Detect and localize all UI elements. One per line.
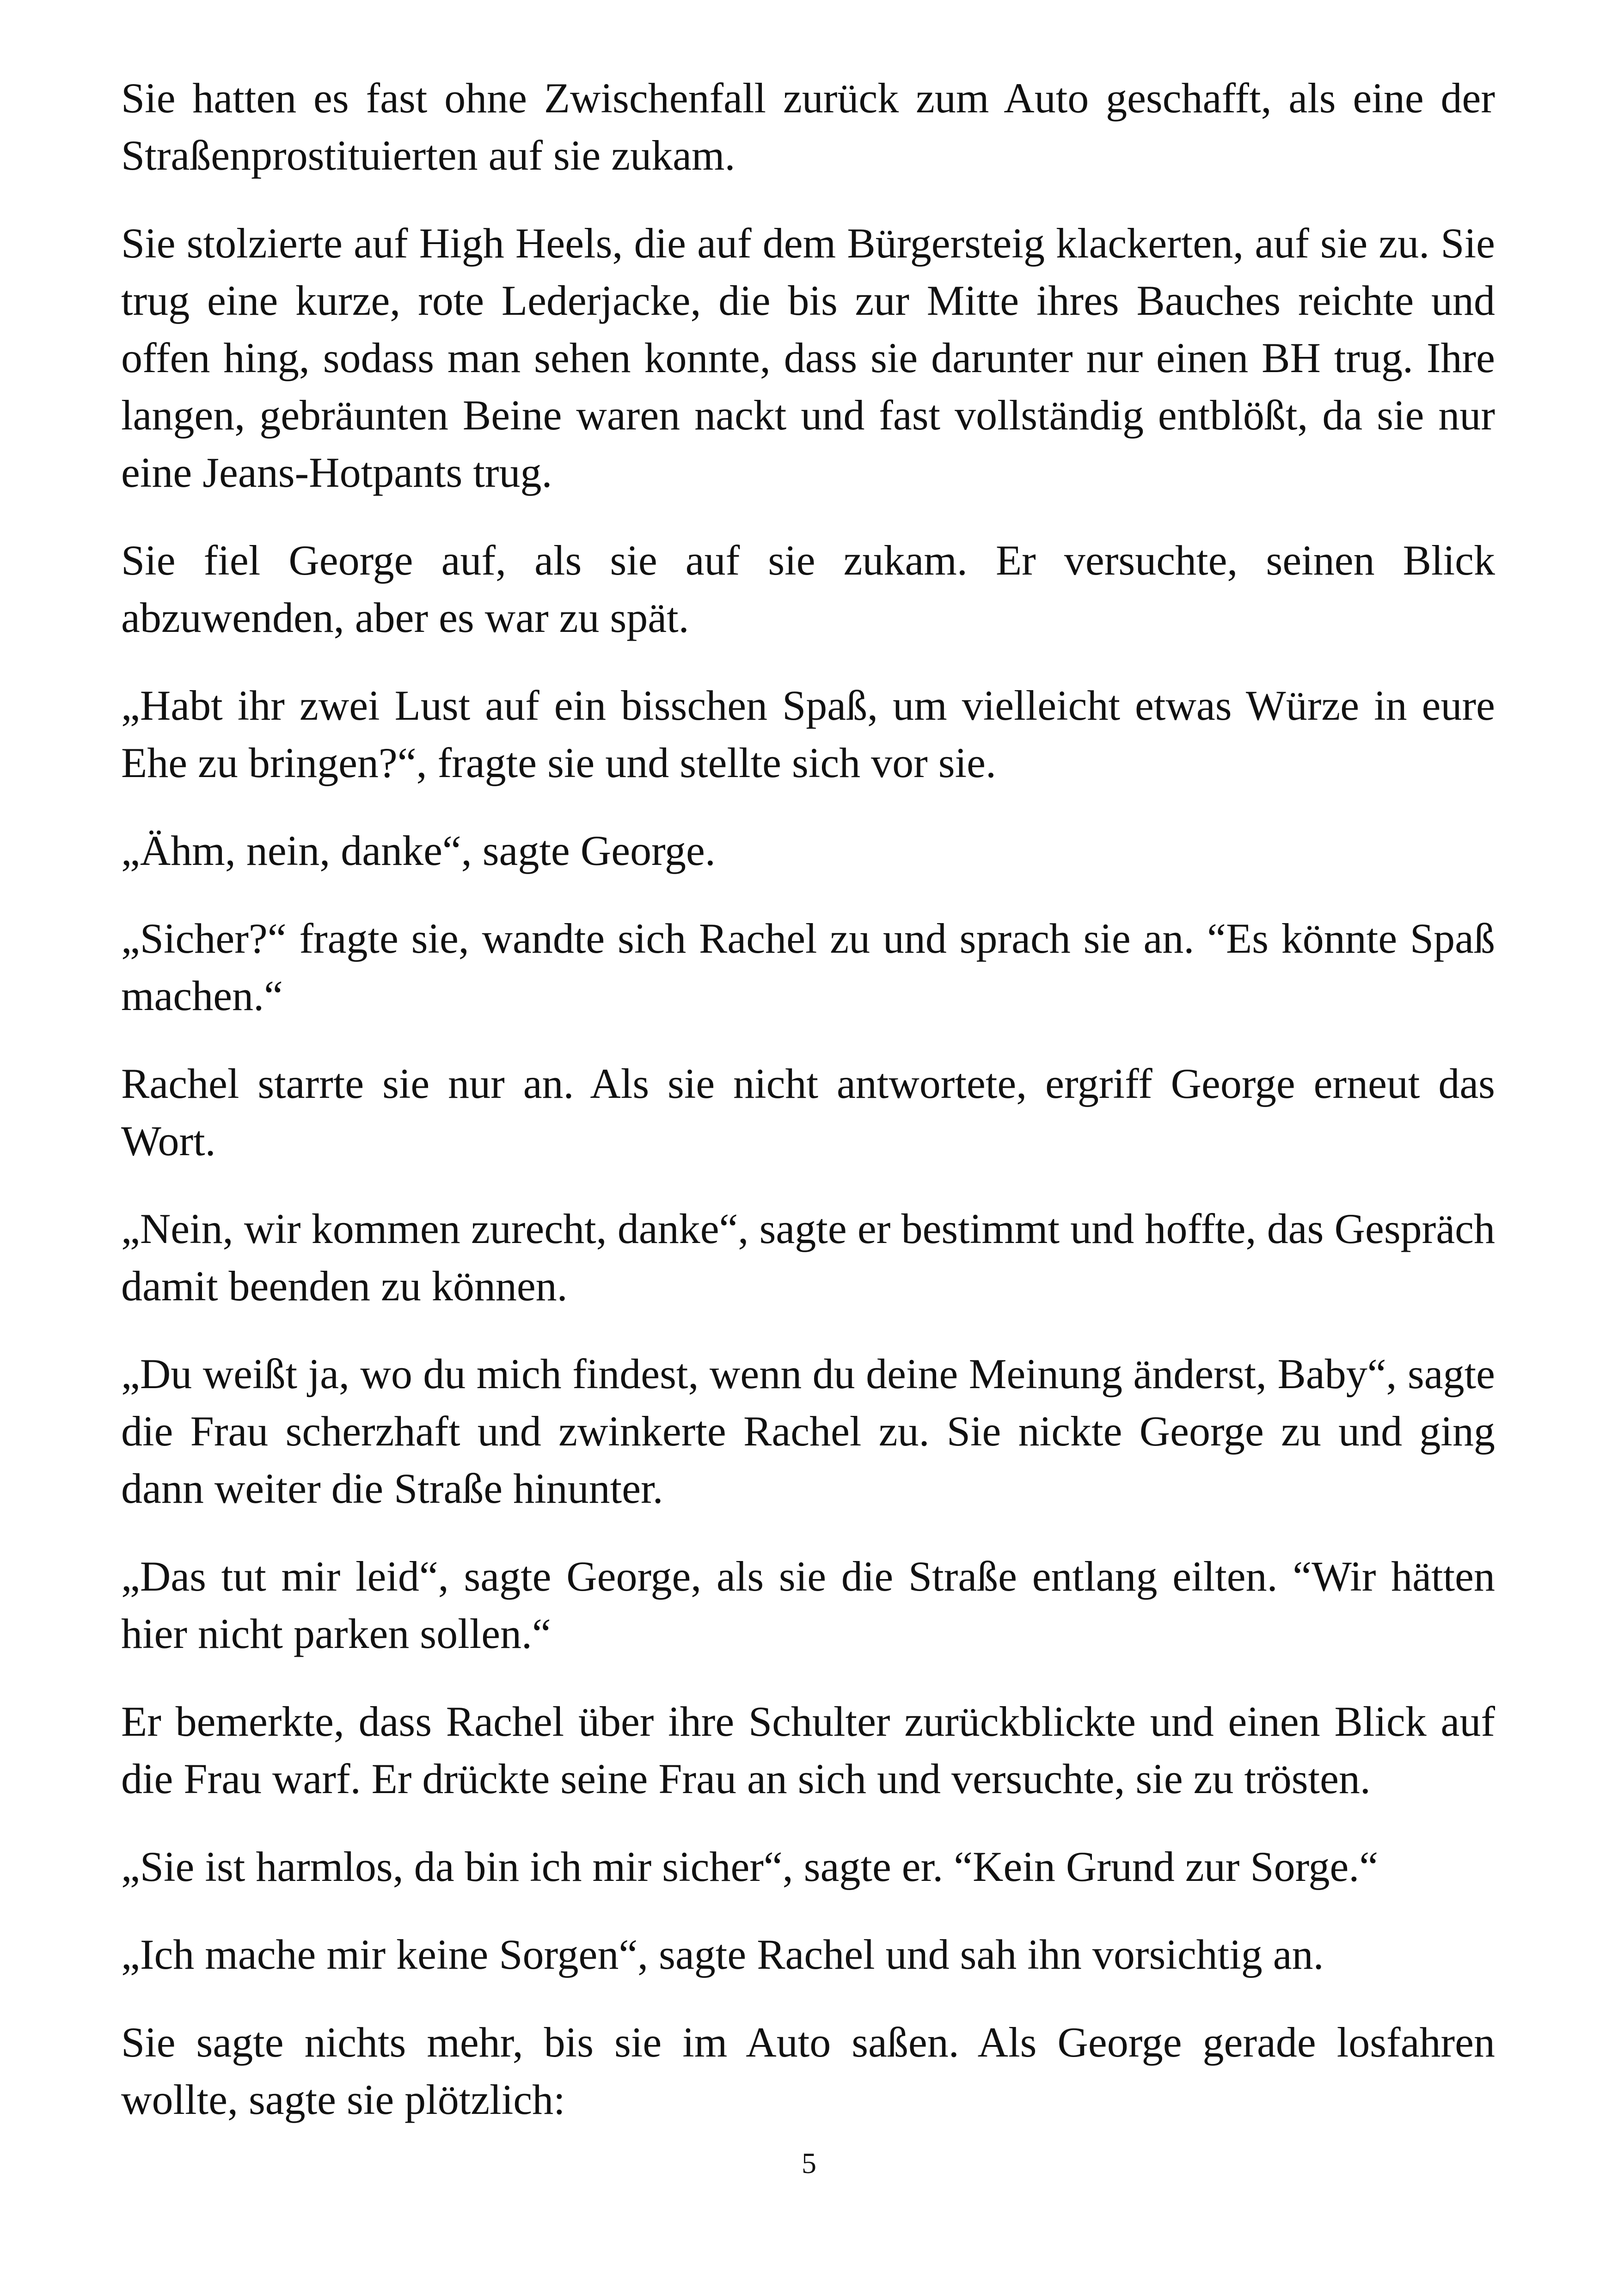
page-number: 5	[802, 2147, 816, 2180]
paragraph-4: „Habt ihr zwei Lust auf ein bisschen Spaß, um vielleicht etwas Würze in eure Ehe zu bringen?“, fragte sie und stellte sich vor sie.	[121, 682, 1495, 786]
paragraph-8: „Nein, wir kommen zurecht, danke“, sagte er bestimmt und hoffte, das Gespräch damit beenden zu können.	[121, 1205, 1495, 1310]
paragraph-3: Sie fiel George auf, als sie auf sie zukam. Er versuchte, seinen Blick abzuwenden, aber es war zu spät.	[121, 537, 1495, 641]
paragraph-10: „Das tut mir leid“, sagte George, als sie die Straße entlang eilten. “Wir hätten hier nicht parken sollen.“	[121, 1553, 1495, 1657]
paragraph-1: Sie hatten es fast ohne Zwischenfall zurück zum Auto geschafft, als eine der Straßenprostituierten auf sie zukam.	[121, 74, 1495, 179]
paragraph-7: Rachel starrte sie nur an. Als sie nicht antwortete, ergriff George erneut das Wort.	[121, 1060, 1495, 1164]
paragraph-9: „Du weißt ja, wo du mich findest, wenn du deine Meinung änderst, Baby“, sagte die Frau scherzhaft und zwinkerte Rachel zu. Sie nickte George zu und ging dann weiter die Straße hinunter.	[121, 1350, 1495, 1512]
paragraph-13: „Ich mache mir keine Sorgen“, sagte Rachel und sah ihn vorsichtig an.	[121, 1931, 1324, 1978]
paragraph-12: „Sie ist harmlos, da bin ich mir sicher“, sagte er. “Kein Grund zur Sorge.“	[121, 1843, 1379, 1890]
paragraph-2: Sie stolzierte auf High Heels, die auf dem Bürgersteig klackerten, auf sie zu. Sie trug eine kurze, rote Lederjacke, die bis zur Mitte ihres Bauches reichte und offen hing, sodass man sehen konnte, dass sie darunter nur einen BH trug. Ihre langen, gebräunten Beine waren nackt und fast vollständig entblößt, da sie nur eine Jeans-Hotpants trug.	[121, 220, 1495, 496]
document-page	[121, 69, 1495, 2173]
paragraph-14: Sie sagte nichts mehr, bis sie im Auto saßen. Als George gerade losfahren wollte, sagte sie plötzlich:	[121, 2019, 1495, 2123]
paragraph-5: „Ähm, nein, danke“, sagte George.	[121, 827, 716, 874]
paragraph-6: „Sicher?“ fragte sie, wandte sich Rachel zu und sprach sie an. “Es könnte Spaß machen.“	[121, 915, 1495, 1019]
paragraph-11: Er bemerkte, dass Rachel über ihre Schulter zurückblickte und einen Blick auf die Frau warf. Er drückte seine Frau an sich und versuchte, sie zu trösten.	[121, 1698, 1495, 1802]
